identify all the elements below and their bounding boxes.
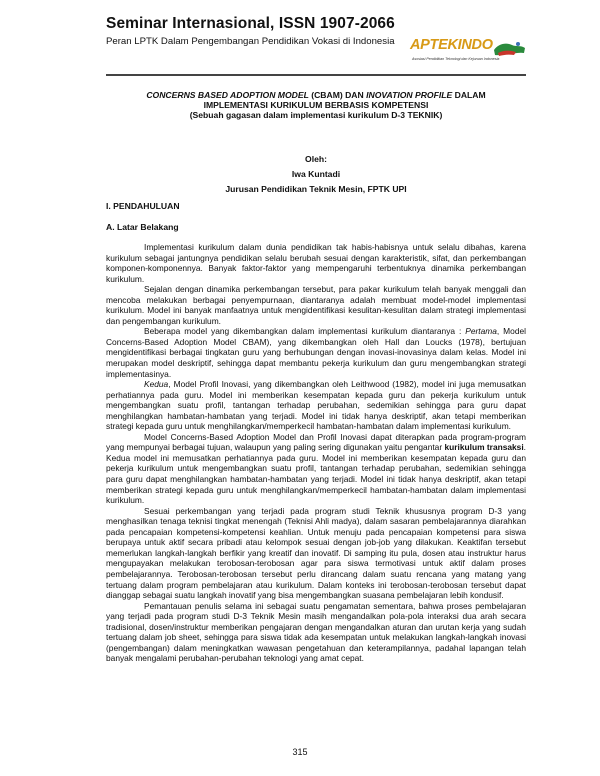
title-line-3: (Sebuah gagasan dalam implementasi kurikulum D-3 TEKNIK): [189, 110, 443, 120]
paragraph: Pemantauan penulis selama ini sebagai suatu pengamatan sementara, bahwa proses pembelajaran yang terjadi pada program studi D-3 Teknik Mesin masih mengandalkan pola-pola interaksi dua arah secara tradisional, dosen/instruktur memberikan pengajaran dengan mengandalkan aturan dan urutan kerja yang sudah tertuang dalam job sheet, sehingga para siswa tidak ada kesempatan untuk melakukan langkah-langkah inovasi (pengembangan) dalam meningkatkan wawasan pengetahuan dan keterampilannya, padahal lapangan telah banyak mengalami perubahan-perubahan teknologi yang amat cepat.: [106, 600, 526, 664]
paragraph-text: , Model Profil Inovasi, yang dikembangkan oleh Leithwood (1982), model ini juga memusatkan perhatiannya pada guru. Model ini memberikan kesempatan kepada guru dan pekerja kurikulum untuk mengembangkan suatu profil, tantangan terhadap perubahan, sedemikian sehingga para guru dapat menghilangkan hambatan-hambatan yang terjadi. Model ini tidak hanya deskriptif, akan tetapi memberikan strategi kepada guru untuk menghilangkan/memperkecil hambatan-hambatan dalam implementasi kurikulum.: [106, 379, 526, 432]
subsection-heading-latar-belakang: A. Latar Belakang: [106, 222, 179, 232]
paragraph-text: . Kedua model ini memusatkan perhatiannya pada guru. Model ini memberikan kesempatan kepada guru dan pekerja kurikulum untuk mengembangkan suatu profil, tantangan terhadap perubahan, sedemikian sehingga para guru dapat menghilangkan hambatan-hambatan yang terjadi. Model ini tidak hanya deskriptif, akan tetapi memberikan strategi kepada guru untuk menghilangkan/memperkecil hambatan-hambatan dalam implementasi kurikulum.: [106, 442, 526, 506]
paragraph-text: , Model Concerns-Based Adoption Model CBAM), yang dikembangkan oleh Hall dan Loucks (1978), bertujuan mengidentifikasi berbagai tingkatan guru yang berhubungan dengan inovasi-inovasinya dalam kelas. Model ini merupakan model deskriptif, sehingga dapat membantu pekerja kurikulum dan guru mengembangkan strategi implementasinya.: [106, 326, 526, 379]
author-affiliation: Jurusan Pendidikan Teknik Mesin, FPTK UPI: [225, 184, 407, 194]
paragraph: [106, 326, 526, 379]
aptekindo-logo: [408, 36, 526, 68]
paragraph: [106, 432, 526, 506]
paragraph-emphasis: Pertama: [465, 326, 497, 337]
title-line-2: IMPLEMENTASI KURIKULUM BERBASIS KOMPETENSI: [203, 100, 429, 110]
paragraph: [106, 379, 526, 432]
title-line-1: [106, 90, 526, 100]
paragraph: Sejalan dengan dinamika perkembangan tersebut, para pakar kurikulum telah banyak menggali dan mencoba melakukan berbagai penyempurnaan, diantaranya adalah membuat model-model implementasi kurikulum. Model ini banyak manfaatnya untuk mengidentifikasi kesulitan-kesulitan dalam strategi implementasi dan pengembangan kurikulum.: [106, 284, 526, 326]
section-heading-pendahuluan: I. PENDAHULUAN: [106, 201, 180, 211]
title-dalam: DALAM: [452, 90, 486, 100]
author-name: Iwa Kuntadi: [291, 169, 341, 179]
body-text: [106, 242, 526, 664]
title-cbam-dan: (CBAM) DAN: [308, 90, 367, 100]
paper-title: [106, 90, 526, 120]
paragraph-text: Model Concerns-Based Adoption Model dan Profil Inovasi dapat diterapkan pada program-program yang mempunyai berbagai tujuan, walaupun yang paling sering digunakan yaitu pengantar: [106, 431, 526, 453]
paragraph: Sesuai perkembangan yang terjadi pada program studi Teknik khususnya program D-3 yang menghasilkan tenaga teknisi tingkat menengah (Teknisi Ahli madya), dalam sasaran pembelajarannya diarahkan pada pencapaian kompetensi-kompetensi keahlian. Untuk menuju pada pencapaian kompetensi para siswa berupaya untuk aktif secara pribadi atau kelompok sesuai dengan job-job yang dilakukan. Keaktifan tersebut memerlukan langkah-langkah berfikir yang kreatif dan inovatif. Di samping itu pula, dosen atau instruktur harus mengupayakan melakukan terobosan-terobosan agar para siswa termotivasi untuk aktif dalam proses pembelajarannya. Terobosan-terobosan tersebut perlu dirancang dalam suatu rencana yang matang yang tertuang dalam program pembelajaran atau kurikulum. Dalam konteks ini terobosan-terobosan tersebut dapat dianggap sebagai suatu langkah inovatif yang bisa mengembangkan suasana pembelajaran lebih kondusif.: [106, 505, 526, 601]
paragraph-bold: kurikulum transaksi: [444, 442, 524, 453]
paragraph-text: Beberapa model yang dikembangkan dalam implementasi kurikulum diantaranya :: [144, 326, 466, 337]
page-number: 315: [292, 747, 308, 757]
title-cbam: CONCERNS BASED ADOPTION MODEL: [146, 90, 309, 100]
logo-wordmark: APTEKINDO: [410, 37, 493, 53]
logo-tagline: Asosiasi Pendidikan Teknologi dan Kejuruan Indonesia: [412, 57, 500, 61]
seminar-title: Seminar Internasional, ISSN 1907-2066: [106, 15, 395, 32]
paragraph-emphasis: Kedua: [144, 379, 169, 390]
title-inovation-profile: INOVATION PROFILE: [366, 90, 453, 100]
author-block: [106, 152, 526, 197]
header-divider: [106, 74, 526, 76]
paragraph: Implementasi kurikulum dalam dunia pendidikan tak habis-habisnya untuk selalu dibahas, karena kurikulum sebagai jantungnya pendidikan selalu berubah sesuai dengan karakteristik, sifat, dan perkembangan komponen-komponennya. Banyak faktor-faktor yang mempengaruhi terbentuknya dinamika perkembangan kurikulum.: [106, 242, 526, 284]
seminar-subtitle: Peran LPTK Dalam Pengembangan Pendidikan Vokasi di Indonesia: [106, 36, 395, 47]
oleh-label: Oleh:: [305, 154, 327, 164]
